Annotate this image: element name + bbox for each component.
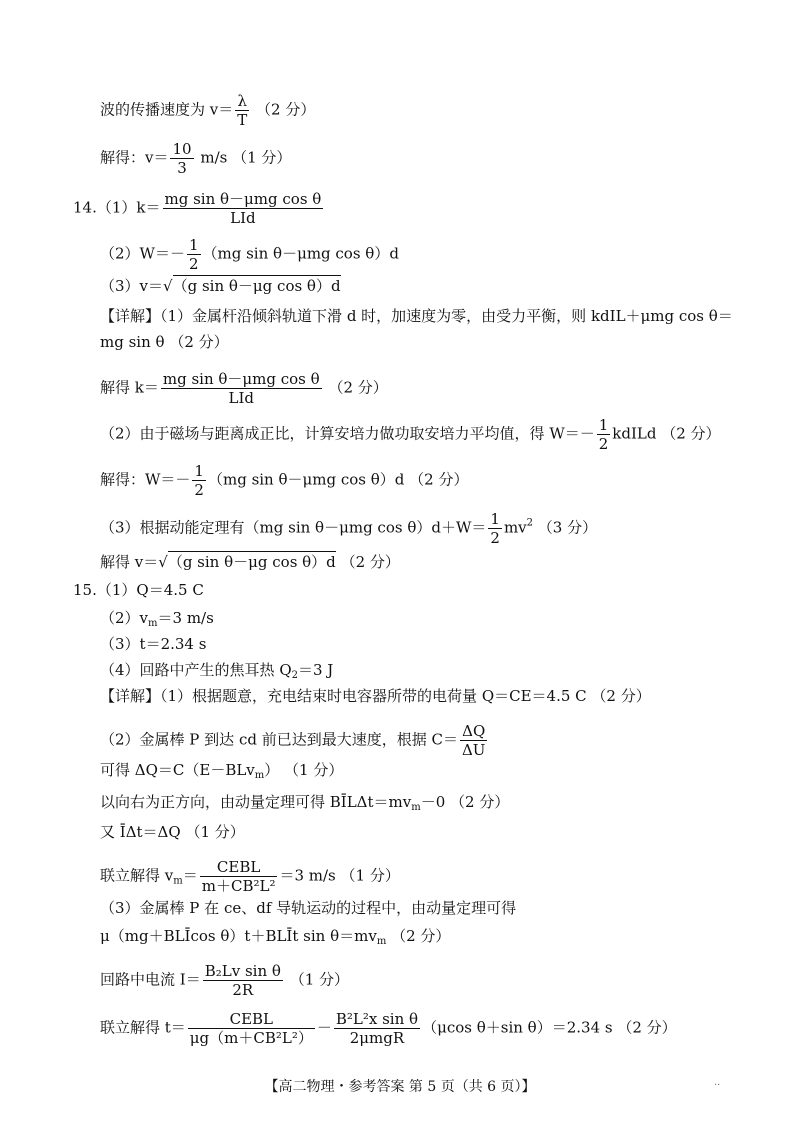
q14-detail-line: 解得 k＝ $\frac{\text{mg sin θ－μmg cos θ}}{\text{LId}}$ （2 分） xyxy=(100,370,388,407)
q15-detail-line: 以向右为正方向，由动量定理可得 $BĪL\Delta t=mv_m-0$ （2 分） xyxy=(100,793,510,813)
q15-detail-line: μ（mg＋BLĪcos θ）t＋BLĪt $\sin \theta=mv_m$ （2 分） xyxy=(100,927,451,947)
q14-answer-2: （2）W＝－ $\frac{1}{2}$ （mg sin θ－μmg cos θ）d xyxy=(100,236,399,273)
q14-detail-line: 解得 v＝√（g sin θ－μg cos θ）d （2 分） xyxy=(100,553,400,571)
q14-detail-line: （2）由于磁场与距离成正比，计算安培力做功取安培力平均值，得 W＝－ $\frac{1}{2}$ kdILd （2 分） xyxy=(100,416,721,453)
q15-detail-line: 可得 ΔQ＝C（E－BLv$_m$） （1 分） xyxy=(100,761,344,781)
q15-answer-1: 15.（1）Q＝4.5 C xyxy=(73,581,204,599)
q14-answer-1: 14.（1）k＝ $\frac{\text{mg sin θ－μmg cos θ}}{\text{LId}}$ xyxy=(73,190,322,227)
page-footer: 【高二物理・参考答案 第 5 页（共 6 页）】 xyxy=(264,1079,536,1095)
answer-line: 波的传播速度为 v＝ $\frac{\lambda}{T}$ （2 分） xyxy=(100,92,316,129)
q15-answer-2: $(2)v_m=3$ m/s xyxy=(100,609,214,629)
q15-answer-4: （4）回路中产生的焦耳热 $Q_2=3$ J xyxy=(100,661,334,681)
q15-detail-line: 回路中电流 I＝ $\frac{\text{B₂Lv sin θ}}{2R}$ （1 分） xyxy=(100,962,349,999)
q15-detail-line: 联立解得 t＝ $\frac{\text{CEBL}}{\text{μg（m＋CB²L²）}}$ － $\frac{\text{B²L²x sin θ}}{\text{2μmgR}}$ （μcos θ＋sin θ）＝2.34 s （2 分） xyxy=(100,1010,677,1047)
q15-answer-3: （3）t＝2.34 s xyxy=(100,635,207,653)
answer-line: 解得：v＝ $\frac{10}{3}$ m/s （1 分） xyxy=(100,140,292,177)
q15-detail-line: 又 ĪΔt＝ΔQ （1 分） xyxy=(100,823,245,841)
q14-detail-line: 【详解】（1）金属杆沿倾斜轨道下滑 d 时，加速度为零，由受力平衡，则 kdIL＋μmg cos θ＝ xyxy=(100,307,733,325)
q15-detail-line: 联立解得 $v_m=$ $\frac{\text{CEBL}}{\text{m＋CB²L²}}$ ＝3 m/s （1 分） xyxy=(100,858,400,895)
q14-detail-line: （3）根据动能定理有（mg sin θ－μmg cos θ）d＋W＝ $\frac{1}{2}$ $mv^2$ （3 分） xyxy=(100,510,598,547)
q15-detail-line: 【详解】（1）根据题意，充电结束时电容器所带的电荷量 Q＝CE＝4.5 C （2 分） xyxy=(100,687,651,705)
q15-detail-line: （2）金属棒 P 到达 cd 前已达到最大速度，根据 C＝ $\frac{\Delta Q}{\Delta U}$ xyxy=(100,722,486,759)
q14-answer-3: （3）v＝√（g sin θ－μg cos θ）d xyxy=(100,277,341,295)
q14-detail-line: mg sin θ （2 分） xyxy=(100,333,229,351)
q14-detail-line: 解得：W＝－ $\frac{1}{2}$ （mg sin θ－μmg cos θ）d （2 分） xyxy=(100,462,469,499)
corner-mark: ·· xyxy=(714,1080,721,1091)
q15-detail-line: （3）金属棒 P 在 ce、df 导轨运动的过程中，由动量定理可得 xyxy=(100,899,517,917)
